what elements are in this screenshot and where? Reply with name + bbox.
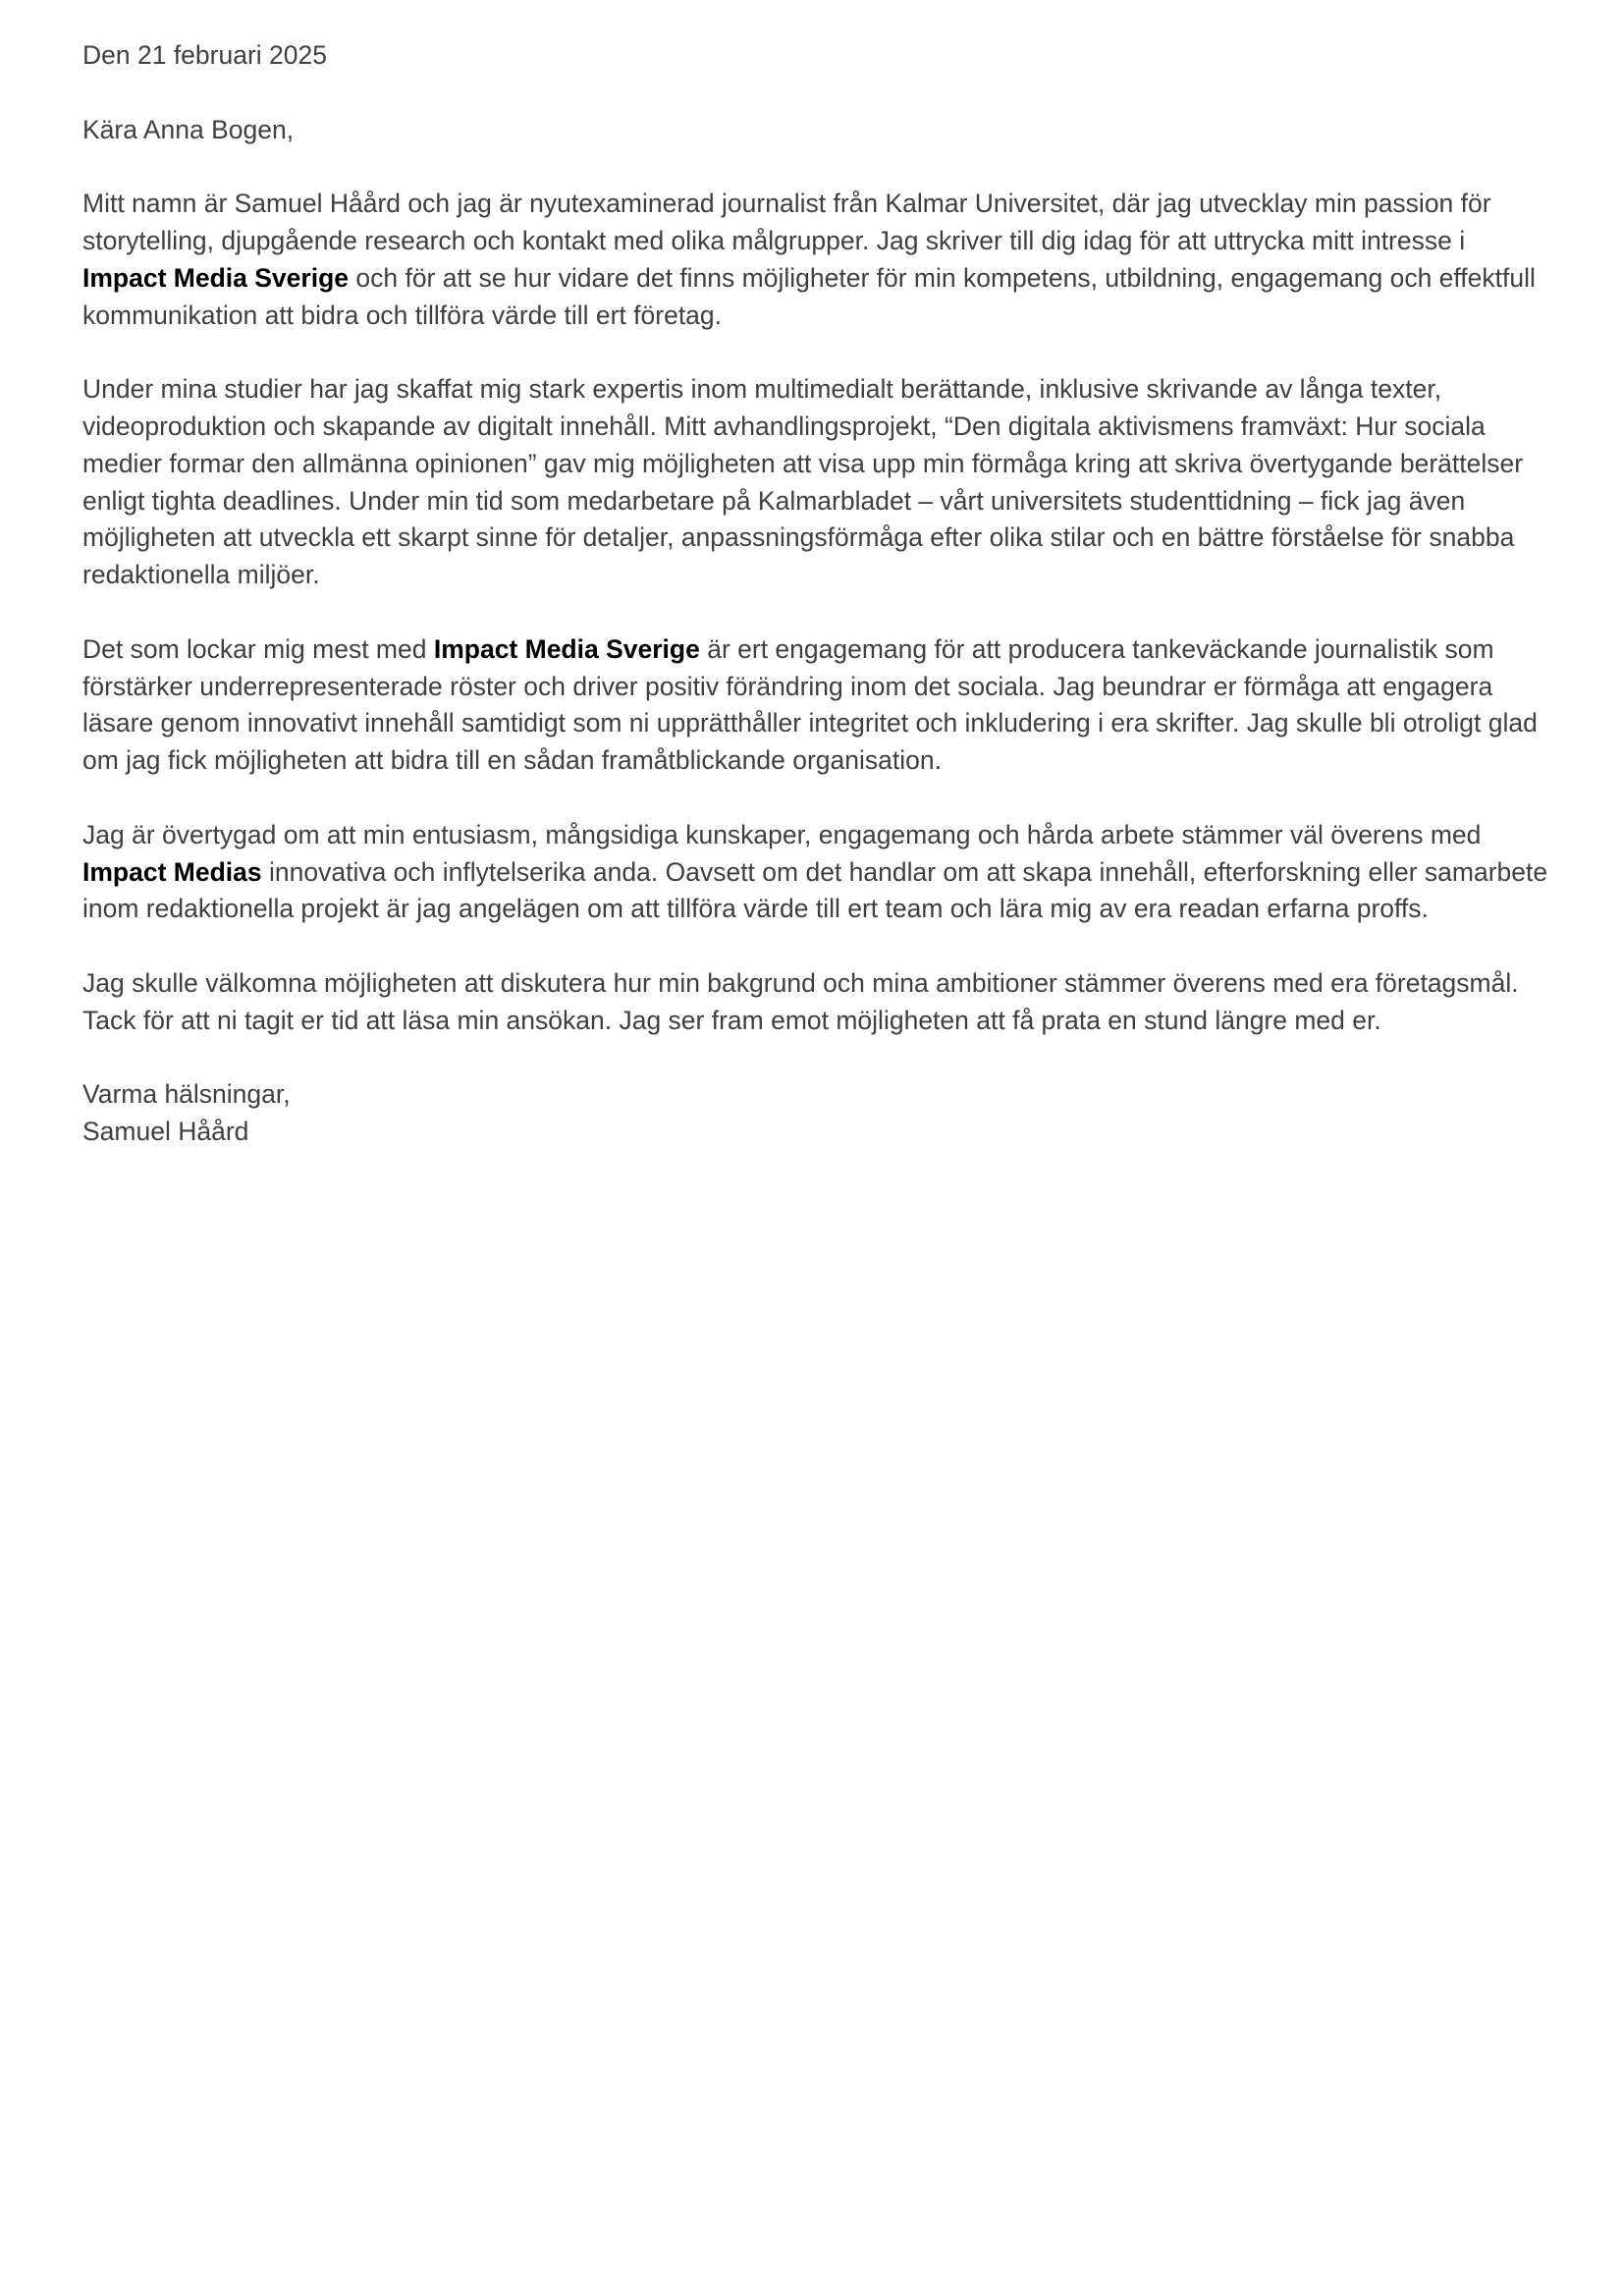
paragraph-text: innovativa och inflytelserika anda. Oavsett om det handlar om att skapa innehåll, efterforskning eller samarbete inom redaktionella projekt är jag angelägen om att tillföra värde till ert team och lära mig av era readan erfarna proffs.	[82, 856, 1548, 924]
paragraph-text: är ert engagemang för att producera tankeväckande journalistik som förstärker underrepresenterade röster och driver positiv förändring inom det sociala. Jag beundrar er förmåga att engagera läsare genom innovativt innehåll samtidigt som ni upprätthåller integritet och inkludering i era skrifter. Jag skulle bli otroligt glad om jag fick möjligheten att bidra till en sådan framåtblickande organisation.	[82, 633, 1538, 776]
letter-date: Den 21 februari 2025	[82, 40, 327, 70]
paragraph-motivation	[82, 631, 1555, 780]
cover-letter	[82, 37, 1555, 1151]
company-name: Impact Media Sverige	[433, 633, 700, 664]
letter-closing: Varma hälsningar,	[82, 1079, 291, 1110]
paragraph-text: Mitt namn är Samuel Håård och jag är nyutexaminerad journalist från Kalmar Universitet, där jag utvecklay min passion för storytelling, djupgående research och kontakt med olika målgrupper. Jag skriver till dig idag för att uttrycka mitt intresse i	[82, 189, 1491, 255]
paragraph-conclusion: Jag skulle välkomna möjligheten att diskutera hur min bakgrund och mina ambitioner stämmer överens med era företagsmål. Tack för att ni tagit er tid att läsa min ansökan. Jag ser fram emot möjligheten att få prata en stund längre med er.	[82, 967, 1519, 1035]
paragraph-studies: Under mina studier har jag skaffat mig stark expertis inom multimedialt berättande, inklusive skrivande av långa texter, videoproduktion och skapande av digitalt innehåll. Mitt avhandlingsprojekt, “Den digitala aktivismens framväxt: Hur sociala medier formar den allmänna opinionen” gav mig möjligheten att visa upp min förmåga kring att skriva övertygande berättelser enligt tighta deadlines. Under min tid som medarbetare på Kalmarbladet – vårt universitets studenttidning – fick jag även möjligheten att utveckla ett skarpt sinne för detaljer, anpassningsförmåga efter olika stilar och en bättre förståelse för snabba redaktionella miljöer.	[82, 374, 1524, 590]
letter-salutation: Kära Anna Bogen,	[82, 114, 295, 144]
letter-signature: Samuel Håård	[82, 1117, 249, 1147]
paragraph-text: Det som lockar mig mest med	[82, 633, 434, 664]
company-name: Impact Medias	[82, 856, 262, 887]
paragraph-fit	[82, 817, 1555, 928]
company-name: Impact Media Sverige	[82, 262, 349, 293]
paragraph-text: och för att se hur vidare det finns möjligheter för min kompetens, utbildning, engagemang och effektfull kommunikation att bidra och tillföra värde till ert företag.	[82, 262, 1536, 330]
paragraph-text: Jag är övertygad om att min entusiasm, mångsidiga kunskaper, engagemang och hårda arbete stämmer väl överens med	[82, 819, 1482, 849]
paragraph-introduction	[82, 186, 1555, 334]
